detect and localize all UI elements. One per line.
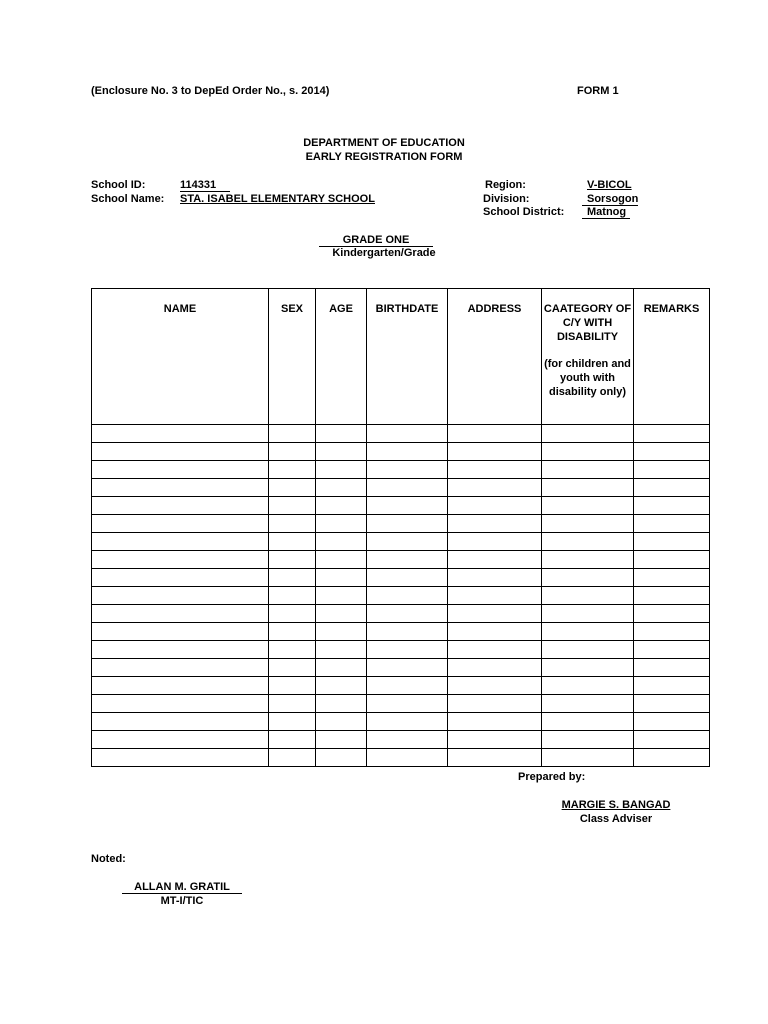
cell-address [448,479,542,497]
table-row [92,569,710,587]
cell-birthdate [367,695,448,713]
cell-address [448,551,542,569]
cell-age [316,677,367,695]
col-header-remarks: REMARKS [634,289,710,425]
cell-sex [269,641,316,659]
cell-name [92,677,269,695]
cell-name [92,731,269,749]
cell-birthdate [367,659,448,677]
cell-sex [269,731,316,749]
cell-category [542,641,634,659]
table-row [92,641,710,659]
cell-address [448,443,542,461]
cell-remarks [634,731,710,749]
cell-birthdate [367,425,448,443]
cell-sex [269,479,316,497]
cell-address [448,713,542,731]
cell-sex [269,461,316,479]
cell-age [316,713,367,731]
district-value: Matnog [582,206,630,219]
cell-remarks [634,605,710,623]
cell-address [448,569,542,587]
cell-birthdate [367,461,448,479]
cell-name [92,569,269,587]
cell-address [448,515,542,533]
cell-remarks [634,749,710,767]
table-row [92,713,710,731]
cell-remarks [634,497,710,515]
cell-category [542,551,634,569]
cell-remarks [634,569,710,587]
category-label: CAATEGORY OF C/Y WITH DISABILITY [543,303,632,343]
department-title: DEPARTMENT OF EDUCATION [303,137,465,149]
cell-address [448,533,542,551]
table-row [92,587,710,605]
prepared-label: Prepared by: [518,771,586,783]
cell-sex [269,569,316,587]
cell-age [316,425,367,443]
cell-age [316,479,367,497]
cell-remarks [634,443,710,461]
cell-category [542,443,634,461]
cell-sex [269,623,316,641]
cell-address [448,461,542,479]
cell-age [316,461,367,479]
cell-remarks [634,659,710,677]
cell-remarks [634,461,710,479]
table-row [92,605,710,623]
cell-birthdate [367,713,448,731]
cell-remarks [634,551,710,569]
cell-age [316,551,367,569]
cell-name [92,443,269,461]
col-header-sex: SEX [269,289,316,425]
cell-remarks [634,695,710,713]
registration-table [91,288,710,767]
school-id-label: School ID: [91,179,146,191]
cell-birthdate [367,497,448,515]
noted-name: ALLAN M. GRATIL [122,881,242,894]
cell-birthdate [367,443,448,461]
cell-birthdate [367,551,448,569]
cell-address [448,587,542,605]
cell-address [448,749,542,767]
cell-category [542,749,634,767]
cell-birthdate [367,677,448,695]
cell-address [448,677,542,695]
cell-birthdate [367,479,448,497]
col-header-address: ADDRESS [448,289,542,425]
cell-address [448,497,542,515]
cell-sex [269,515,316,533]
school-name-label: School Name: [91,193,165,205]
cell-category [542,731,634,749]
cell-age [316,749,367,767]
cell-address [448,623,542,641]
table-row [92,443,710,461]
cell-category [542,713,634,731]
cell-category [542,515,634,533]
cell-category [542,461,634,479]
cell-name [92,515,269,533]
cell-sex [269,677,316,695]
cell-sex [269,605,316,623]
cell-remarks [634,641,710,659]
division-label: Division: [483,193,530,205]
prepared-name: MARGIE S. BANGAD [561,799,671,811]
cell-remarks [634,587,710,605]
table-row [92,623,710,641]
cell-category [542,695,634,713]
cell-category [542,587,634,605]
cell-age [316,569,367,587]
cell-birthdate [367,641,448,659]
school-name-value: STA. ISABEL ELEMENTARY SCHOOL [180,193,375,205]
cell-category [542,497,634,515]
cell-age [316,587,367,605]
cell-name [92,587,269,605]
cell-birthdate [367,569,448,587]
cell-category [542,623,634,641]
school-id-value: 114331 [180,179,230,192]
cell-age [316,605,367,623]
cell-category [542,479,634,497]
table-row [92,479,710,497]
cell-birthdate [367,749,448,767]
cell-address [448,425,542,443]
cell-name [92,425,269,443]
cell-age [316,659,367,677]
noted-title: MT-I/TIC [160,895,204,907]
cell-birthdate [367,623,448,641]
cell-sex [269,659,316,677]
cell-sex [269,497,316,515]
district-label: School District: [483,206,565,218]
table-row [92,425,710,443]
table-body [92,425,710,767]
table-row [92,461,710,479]
grade-label: Kindergarten/Grade [332,247,436,259]
col-header-birthdate: BIRTHDATE [367,289,448,425]
cell-name [92,641,269,659]
cell-name [92,605,269,623]
cell-sex [269,443,316,461]
prepared-title: Class Adviser [579,813,653,825]
col-header-age: AGE [316,289,367,425]
cell-category [542,569,634,587]
cell-age [316,695,367,713]
col-header-category [542,289,634,425]
division-value: Sorsogon [582,193,638,206]
enclosure-text: (Enclosure No. 3 to DepEd Order No., s. 2014) [91,85,330,97]
form-number: FORM 1 [577,85,619,97]
category-note: (for children and youth with disability only) [544,358,631,398]
cell-birthdate [367,515,448,533]
cell-remarks [634,479,710,497]
cell-name [92,713,269,731]
cell-address [448,695,542,713]
cell-remarks [634,713,710,731]
col-header-name: NAME [92,289,269,425]
cell-name [92,695,269,713]
cell-category [542,533,634,551]
cell-address [448,641,542,659]
cell-category [542,659,634,677]
cell-remarks [634,425,710,443]
cell-remarks [634,533,710,551]
cell-name [92,479,269,497]
cell-category [542,425,634,443]
cell-birthdate [367,731,448,749]
cell-birthdate [367,533,448,551]
table-row [92,677,710,695]
table-row [92,749,710,767]
cell-age [316,443,367,461]
cell-address [448,731,542,749]
cell-name [92,749,269,767]
cell-age [316,515,367,533]
form-title: EARLY REGISTRATION FORM [305,151,463,163]
cell-name [92,659,269,677]
cell-name [92,551,269,569]
table-row [92,551,710,569]
noted-label: Noted: [91,853,126,865]
cell-sex [269,533,316,551]
table-row [92,497,710,515]
cell-age [316,497,367,515]
cell-age [316,623,367,641]
region-value: V-BICOL [587,179,632,191]
cell-age [316,731,367,749]
cell-name [92,623,269,641]
cell-address [448,605,542,623]
cell-category [542,605,634,623]
cell-sex [269,749,316,767]
cell-name [92,461,269,479]
cell-remarks [634,515,710,533]
table-row [92,515,710,533]
table-row [92,695,710,713]
cell-remarks [634,677,710,695]
cell-sex [269,551,316,569]
region-label: Region: [485,179,526,191]
table-header-row [92,289,710,425]
cell-birthdate [367,605,448,623]
grade-value: GRADE ONE [319,234,433,247]
cell-sex [269,713,316,731]
cell-name [92,533,269,551]
cell-birthdate [367,587,448,605]
cell-sex [269,695,316,713]
cell-age [316,533,367,551]
table-row [92,533,710,551]
cell-remarks [634,623,710,641]
table-row [92,731,710,749]
cell-name [92,497,269,515]
table-row [92,659,710,677]
cell-address [448,659,542,677]
cell-sex [269,587,316,605]
cell-category [542,677,634,695]
cell-sex [269,425,316,443]
cell-age [316,641,367,659]
